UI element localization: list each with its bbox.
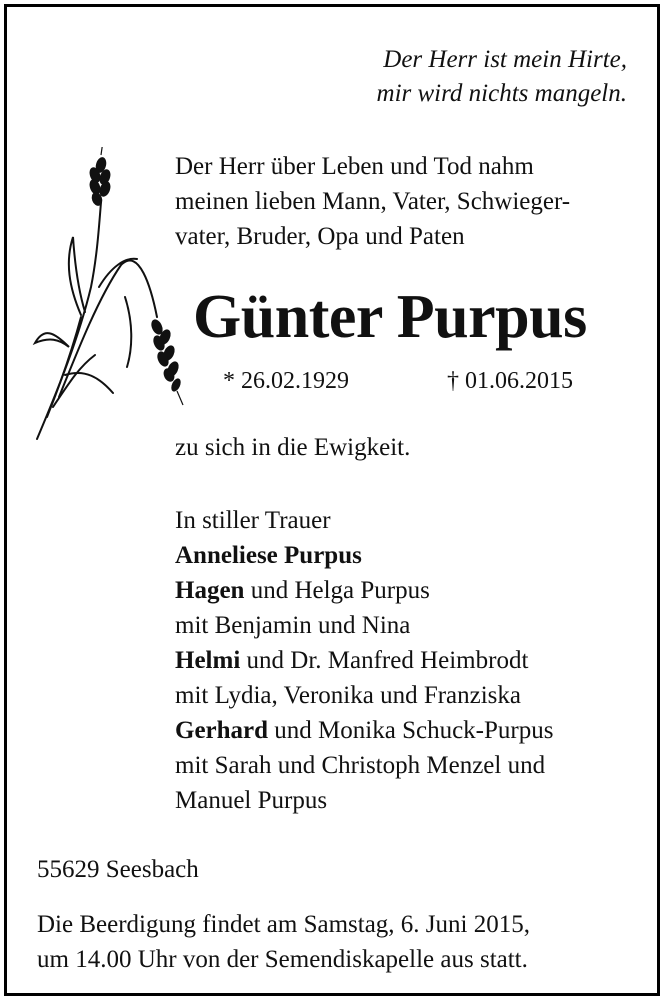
birth-date: * 26.02.1929 (223, 368, 349, 394)
mourner-row (175, 643, 553, 678)
intro-line-1: Der Herr über Leben und Tod nahm (175, 153, 534, 180)
mourner-rest: und Dr. Manfred Heimbrodt (240, 647, 529, 674)
bible-verse (377, 43, 627, 111)
mourner-rest: und Monika Schuck-Purpus (268, 717, 554, 744)
mourners-heading: In stiller Trauer (175, 507, 331, 534)
mourner-name: Anneliese Purpus (175, 542, 362, 569)
intro-line-3: vater, Bruder, Opa und Paten (175, 223, 465, 250)
funeral-line-1: Die Beerdigung findet am Samstag, 6. Juni 2015, (37, 911, 530, 938)
intro-text (175, 149, 570, 254)
mourner-name: Gerhard (175, 717, 269, 744)
funeral-line-2: um 14.00 Uhr von der Semendiskapelle aus statt. (37, 946, 528, 973)
intro-line-2: meinen lieben Mann, Vater, Schwieger- (175, 188, 571, 215)
mourner-rest: und Helga Purpus (244, 577, 430, 604)
mourners-list (175, 503, 553, 818)
mourner-row (175, 713, 553, 748)
closing-line: zu sich in die Ewigkeit. (175, 434, 411, 461)
mourner-row (175, 538, 553, 573)
mourner-row: mit Sarah und Christoph Menzel und (175, 752, 546, 779)
death-date: † 01.06.2015 (447, 368, 573, 394)
funeral-notice (37, 907, 530, 977)
mourner-row: mit Benjamin und Nina (175, 612, 411, 639)
verse-line-1: Der Herr ist mein Hirte, (383, 46, 627, 73)
mourner-row: Manuel Purpus (175, 787, 328, 814)
obituary-frame (4, 4, 660, 996)
mourner-name: Hagen (175, 577, 245, 604)
address: 55629 Seesbach (37, 856, 199, 883)
mourner-row (175, 573, 553, 608)
mourner-name: Helmi (175, 647, 241, 674)
deceased-name: Günter Purpus (193, 283, 587, 351)
wheat-ears-icon (29, 147, 189, 447)
verse-line-2: mir wird nichts mangeln. (376, 80, 627, 107)
mourner-row: mit Lydia, Veronika und Franziska (175, 682, 522, 709)
